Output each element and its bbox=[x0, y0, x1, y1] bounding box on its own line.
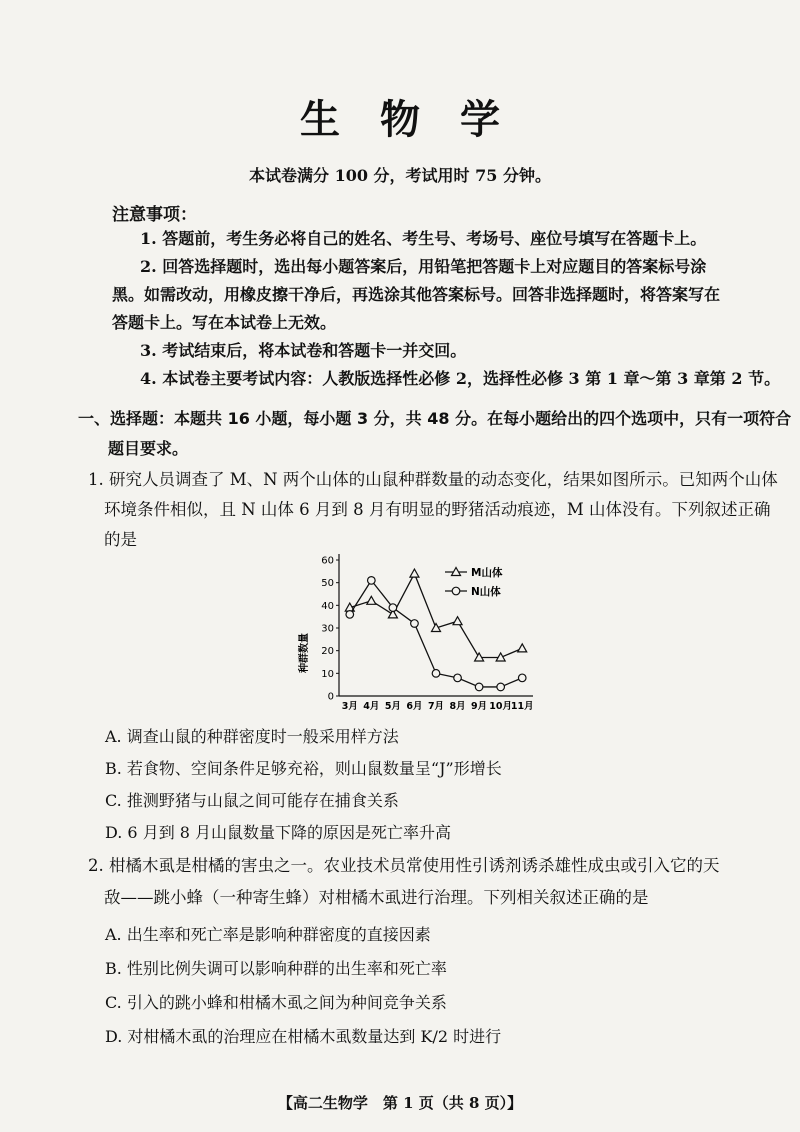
data-point-n bbox=[389, 604, 397, 612]
data-point-n bbox=[454, 674, 462, 682]
data-point-m bbox=[367, 596, 376, 604]
notice-line-1: 1. 答题前，考生务必将自己的姓名、考生号、考场号、座位号填写在答题卡上。 bbox=[140, 229, 707, 248]
q2-option-d[interactable]: D. 对柑橘木虱的治理应在柑橘木虱数量达到 K/2 时进行 bbox=[105, 1027, 502, 1046]
q1-stem-line-3: 的是 bbox=[104, 530, 137, 549]
x-tick-label: 11月 bbox=[510, 701, 534, 712]
data-point-m bbox=[410, 569, 419, 577]
notice-line-3: 黑。如需改动，用橡皮擦干净后，再选涂其他答案标号。回答非选择题时，将答案写在 bbox=[112, 285, 721, 304]
y-tick-label: 30 bbox=[321, 623, 334, 635]
legend-label: M山体 bbox=[471, 567, 503, 579]
q1-stem-line-2: 环境条件相似，且 N 山体 6 月到 8 月有明显的野猪活动痕迹，M 山体没有。下列叙述正确 bbox=[104, 500, 771, 519]
q2-stem-line-2: 敌——跳小蜂（一种寄生蜂）对柑橘木虱进行治理。下列相关叙述正确的是 bbox=[104, 888, 649, 907]
y-tick-label: 20 bbox=[321, 646, 334, 658]
x-tick-label: 8月 bbox=[449, 701, 466, 712]
chart-ylabel: 种群数量 bbox=[299, 633, 310, 673]
q1-option-d[interactable]: D. 6 月到 8 月山鼠数量下降的原因是死亡率升高 bbox=[105, 823, 452, 842]
q1-option-b[interactable]: B. 若食物、空间条件足够充裕，则山鼠数量呈“J”形增长 bbox=[105, 759, 502, 778]
y-tick-label: 0 bbox=[327, 691, 334, 703]
x-tick-label: 3月 bbox=[341, 701, 358, 712]
q1-option-c[interactable]: C. 推测野猪与山鼠之间可能存在捕食关系 bbox=[105, 791, 399, 810]
data-point-m bbox=[453, 617, 462, 625]
q1-option-a[interactable]: A. 调查山鼠的种群密度时一般采用样方法 bbox=[105, 727, 399, 746]
x-tick-label: 4月 bbox=[363, 701, 380, 712]
data-point-n bbox=[411, 620, 419, 628]
data-point-n bbox=[432, 670, 440, 678]
data-point-n bbox=[475, 683, 483, 691]
q2-option-c[interactable]: C. 引入的跳小蜂和柑橘木虱之间为种间竞争关系 bbox=[105, 993, 447, 1012]
q2-option-b[interactable]: B. 性别比例失调可以影响种群的出生率和死亡率 bbox=[105, 959, 447, 978]
data-point-n bbox=[497, 683, 505, 691]
y-tick-label: 10 bbox=[321, 668, 334, 680]
y-tick-label: 50 bbox=[321, 578, 334, 590]
q1-stem-line-1: 1. 研究人员调查了 M、N 两个山体的山鼠种群数量的动态变化，结果如图所示。已知两个山体 bbox=[88, 470, 778, 489]
legend-marker-n bbox=[452, 587, 460, 595]
notice-heading: 注意事项： bbox=[112, 205, 197, 225]
data-point-n bbox=[346, 611, 354, 619]
page-title: 生 物 学 bbox=[300, 97, 500, 143]
page-footer: 【高二生物学 第 1 页（共 8 页）】 bbox=[277, 1094, 523, 1112]
x-tick-label: 9月 bbox=[471, 701, 488, 712]
x-tick-label: 10月 bbox=[489, 701, 513, 712]
data-point-n bbox=[518, 674, 526, 682]
data-point-m bbox=[518, 644, 527, 652]
section-heading-cont: 题目要求。 bbox=[108, 439, 189, 458]
section-heading: 一、选择题：本题共 16 小题，每小题 3 分，共 48 分。在每小题给出的四个选项中，只有一项符合 bbox=[78, 409, 792, 428]
q2-option-a[interactable]: A. 出生率和死亡率是影响种群密度的直接因素 bbox=[105, 925, 431, 944]
notice-line-4: 答题卡上。写在本试卷上无效。 bbox=[112, 313, 337, 332]
x-tick-label: 7月 bbox=[427, 701, 445, 712]
notice-line-5: 3. 考试结束后，将本试卷和答题卡一并交回。 bbox=[140, 341, 467, 360]
legend-label: N山体 bbox=[471, 586, 501, 598]
y-tick-label: 40 bbox=[321, 600, 334, 612]
notice-line-6: 4. 本试卷主要考试内容：人教版选择性必修 2，选择性必修 3 第 1 章～第 3 章第 2 节。 bbox=[140, 369, 781, 388]
notice-line-2: 2. 回答选择题时，选出每小题答案后，用铅笔把答题卡上对应题目的答案标号涂 bbox=[140, 257, 707, 276]
x-tick-label: 6月 bbox=[406, 701, 423, 712]
x-tick-label: 5月 bbox=[384, 701, 401, 712]
q2-stem-line-1: 2. 柑橘木虱是柑橘的害虫之一。农业技术员常使用性引诱剂诱杀雄性成虫或引入它的天 bbox=[88, 856, 720, 875]
population-chart bbox=[295, 550, 555, 720]
y-tick-label: 60 bbox=[321, 555, 334, 567]
data-point-n bbox=[368, 577, 376, 585]
exam-info: 本试卷满分 100 分，考试用时 75 分钟。 bbox=[249, 166, 551, 185]
